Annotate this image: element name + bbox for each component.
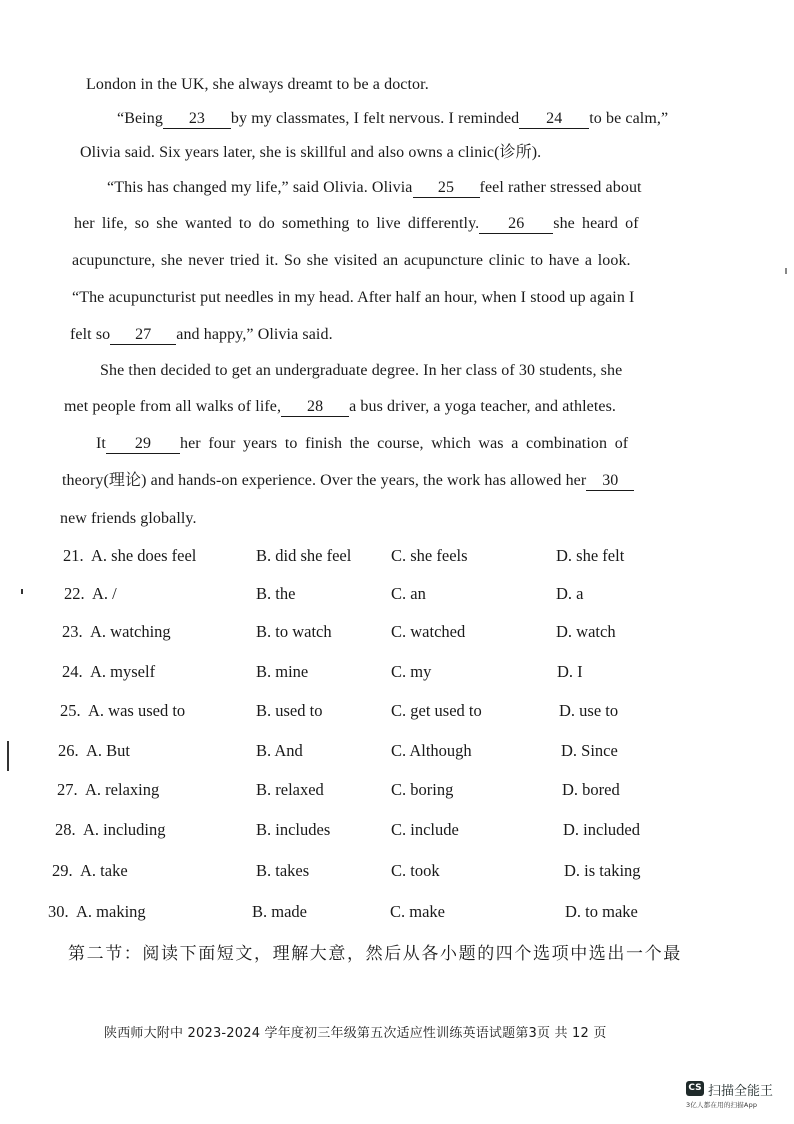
- option-b: B. mine: [256, 662, 309, 681]
- scanner-logo-icon: CS: [686, 1081, 704, 1096]
- option-a: A. including: [83, 820, 166, 839]
- passage-line: Olivia said. Six years later, she is skillful and also owns a clinic(诊所).: [80, 144, 542, 161]
- scanner-name: 扫描全能王: [708, 1084, 774, 1099]
- option-c: C. include: [391, 820, 459, 839]
- option-b: B. includes: [256, 820, 331, 839]
- option-d: D. Since: [561, 741, 618, 760]
- blank-25: 25: [413, 179, 480, 198]
- question-number: 22.: [64, 584, 85, 603]
- option-b: B. made: [252, 902, 307, 921]
- page-footer: 陕西师大附中 2023-2024 学年度初三年级第五次适应性训练英语试题第3页 共 12 页: [104, 1026, 607, 1041]
- scanner-tagline: 3亿人都在用的扫描App: [686, 1101, 758, 1109]
- question-number: 21.: [63, 546, 84, 565]
- option-a: A. watching: [90, 622, 171, 641]
- passage-line: “Being 23 by my classmates, I felt nervous. I reminded 24 to be calm,”: [117, 110, 669, 127]
- option-d: D. use to: [559, 701, 619, 720]
- option-c: C. Although: [391, 741, 472, 760]
- passage-line: new friends globally.: [60, 510, 197, 527]
- option-a: A. she does feel: [91, 546, 197, 565]
- option-d: D. bored: [562, 780, 620, 799]
- option-c: C. boring: [391, 780, 454, 799]
- passage-line: “This has changed my life,” said Olivia. Olivia 25 feel rather stressed about: [107, 179, 642, 196]
- scan-mark: [21, 589, 23, 594]
- passage-line: She then decided to get an undergraduate degree. In her class of 30 students, she: [100, 362, 623, 379]
- option-b: B. to watch: [256, 622, 332, 641]
- option-b: B. the: [256, 584, 296, 603]
- option-d: D. she felt: [556, 546, 625, 565]
- passage-line: her life, so she wanted to do something to live differently. 26 she heard of: [74, 215, 639, 232]
- question-number: 24.: [62, 662, 83, 681]
- blank-23: 23: [163, 110, 231, 129]
- option-c: C. make: [390, 902, 445, 921]
- question-number: 27.: [57, 780, 78, 799]
- question-number: 29.: [52, 861, 73, 880]
- option-b: B. And: [256, 741, 303, 760]
- option-a: A. making: [76, 902, 146, 921]
- blank-29: 29: [106, 435, 180, 454]
- blank-26: 26: [479, 215, 553, 234]
- option-a: A. But: [86, 741, 131, 760]
- question-number: 23.: [62, 622, 83, 641]
- passage-line: London in the UK, she always dreamt to be a doctor.: [86, 76, 429, 93]
- passage-line: met people from all walks of life, 28 a bus driver, a yoga teacher, and athletes.: [64, 398, 617, 415]
- blank-24: 24: [519, 110, 589, 129]
- option-c: C. an: [391, 584, 426, 603]
- option-d: D. watch: [556, 622, 616, 641]
- option-a: A. /: [92, 584, 117, 603]
- blank-27: 27: [110, 326, 176, 345]
- option-c: C. get used to: [391, 701, 482, 720]
- option-c: C. watched: [391, 622, 466, 641]
- option-d: D. included: [563, 820, 640, 839]
- option-a: A. relaxing: [85, 780, 160, 799]
- option-a: A. was used to: [88, 701, 186, 720]
- option-b: B. takes: [256, 861, 310, 880]
- passage-line: “The acupuncturist put needles in my head. After half an hour, when I stood up again I: [72, 289, 635, 306]
- passage-line: acupuncture, she never tried it. So she visited an acupuncture clinic to have a look.: [72, 252, 631, 269]
- passage-line: It 29 her four years to finish the course, which was a combination of: [96, 435, 629, 452]
- section-heading: 第二节：阅读下面短文，理解大意，然后从各小题的四个选项中选出一个最: [68, 944, 682, 964]
- option-b: B. did she feel: [256, 546, 352, 565]
- option-a: A. take: [80, 861, 128, 880]
- question-number: 25.: [60, 701, 81, 720]
- option-b: B. relaxed: [256, 780, 324, 799]
- passage-line: theory(理论) and hands-on experience. Over the years, the work has allowed her 30: [62, 471, 634, 491]
- question-number: 30.: [48, 902, 69, 921]
- question-number: 26.: [58, 741, 79, 760]
- option-c: C. took: [391, 861, 440, 880]
- passage-line: felt so 27 and happy,” Olivia said.: [70, 326, 333, 343]
- option-c: C. she feels: [391, 546, 468, 565]
- option-a: A. myself: [90, 662, 156, 681]
- option-d: D. is taking: [564, 861, 641, 880]
- option-d: D. to make: [565, 902, 638, 921]
- scan-mark: [785, 268, 787, 274]
- scan-mark: [7, 741, 9, 771]
- question-number: 28.: [55, 820, 76, 839]
- option-d: D. I: [557, 662, 583, 681]
- blank-28: 28: [281, 398, 349, 417]
- option-c: C. my: [391, 662, 432, 681]
- blank-30: 30: [586, 472, 634, 491]
- option-b: B. used to: [256, 701, 323, 720]
- option-d: D. a: [556, 584, 584, 603]
